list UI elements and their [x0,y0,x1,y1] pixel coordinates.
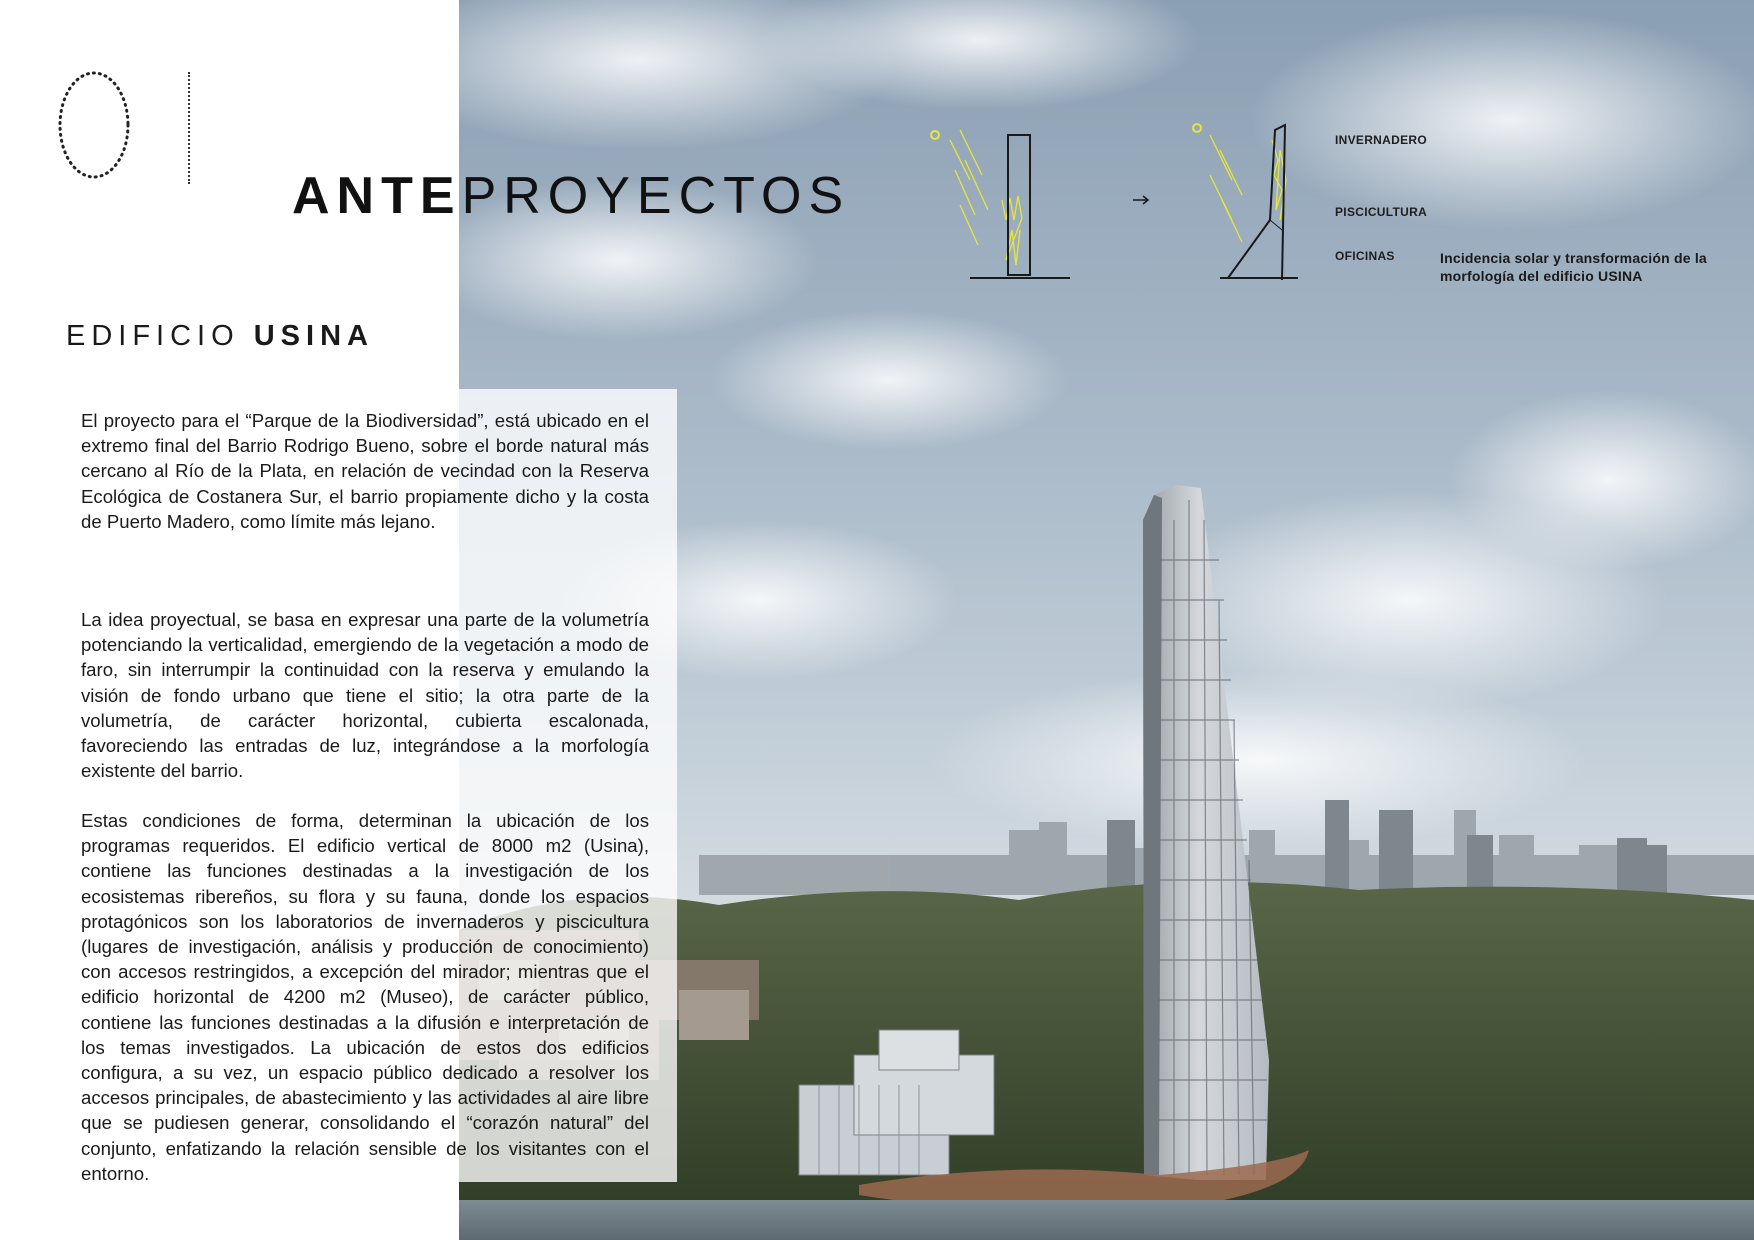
subtitle-light-part: EDIFICIO [66,320,254,352]
arrow-right-icon [1133,196,1148,204]
body-paragraph: La idea proyectual, se basa en expresar una parte de la volumetría potenciando la verticalidad, emergiendo de la vegetación a modo de faro, sin interrumpir la continuidad con la reserva y emulando la visión de fondo urbano que tiene el sitio; la otra parte de la volumetría, de carácter horizontal, cubierta escalonada, favoreciendo las entradas de luz, integrándose a la morfología existente del barrio. [81,609,649,782]
solar-incidence-diagram [920,120,1300,290]
project-subtitle [66,322,374,351]
subtitle-bold-part: USINA [253,320,374,352]
diagram-caption: Incidencia solar y transformación de la morfología del edificio USINA [1440,250,1707,284]
body-paragraph: El proyecto para el “Parque de la Biodiversidad”, está ubicado en el extremo final del Barrio Rodrigo Bueno, sobre el borde natural más cercano al Río de la Plata, en relación de vecindad con la Reserva Ecológica de Costanera Sur, el barrio propiamente dicho y la costa de Puerto Madero, como límite más lejano. [81,410,649,532]
section-number-one-line [188,72,190,184]
label-oficinas: OFICINAS [1335,249,1395,263]
body-paragraph: Estas condiciones de forma, determinan la ubicación de los programas requeridos. El edificio vertical de 8000 m2 (Usina), contiene las funciones destinadas a la investigación de los ecosistemas ribereños, su flora y su fauna, donde los espacios protagónicos son los laboratorios de invernaderos y piscicultura (lugares de investigación, análisis y producción de conocimiento) con accesos restringidos, a excepción del mirador; mientras que el edificio horizontal de 4200 m2 (Museo), de carácter público, contiene las funciones destinadas a la difusión e interpretación de los temas investigados. La ubicación de estos dos edificios configura, a su vez, un espacio público dedicado a resolver los accesos principales, de abastecimiento y las actividades al aire libre que se pudiesen generar, consolidando el “corazón natural” del conjunto, enfatizando la relación sensible de los visitantes con el entorno. [81,810,649,1184]
page-title [292,167,851,225]
title-light-part: PROYECTOS [461,167,851,225]
label-piscicultura: PISCICULTURA [1335,205,1428,219]
section-number-graphic [56,70,132,180]
label-invernadero: INVERNADERO [1335,133,1427,147]
sun-icon [931,131,939,139]
title-bold-part: ANTE [292,167,462,225]
